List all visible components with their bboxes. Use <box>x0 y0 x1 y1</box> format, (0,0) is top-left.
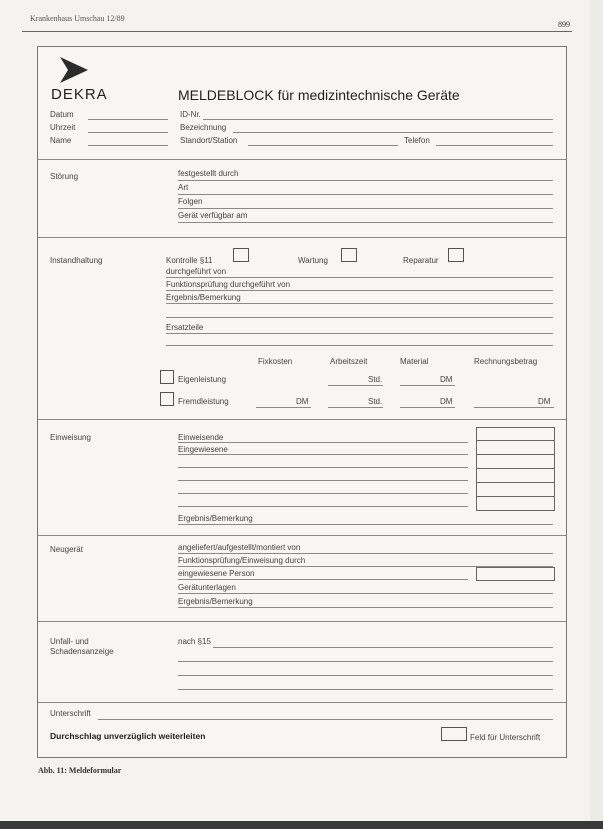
label-unterschrift: Unterschrift <box>50 709 91 718</box>
label-telefon: Telefon <box>404 136 430 145</box>
signature-box[interactable] <box>476 567 555 581</box>
field-ersatzteile[interactable] <box>166 333 553 334</box>
field-fremd-zeit[interactable] <box>328 407 383 408</box>
field-standort[interactable] <box>248 145 398 146</box>
report-form <box>37 46 567 758</box>
field-telefon[interactable] <box>436 145 553 146</box>
label-eigenleistung: Eigenleistung <box>178 375 227 384</box>
scan-edge <box>0 821 603 829</box>
field-unfall-line[interactable] <box>178 689 553 690</box>
unit-std: Std. <box>368 397 383 406</box>
field-bezeichnung[interactable] <box>233 132 553 133</box>
field-geraetunterlagen[interactable] <box>178 593 553 594</box>
label-fremdleistung: Fremdleistung <box>178 397 229 406</box>
unit-dm: DM <box>296 397 309 406</box>
einweisung-row: Eingewiesene <box>178 445 228 454</box>
label-id-nr: ID-Nr. <box>180 110 201 119</box>
field-einweisung-line[interactable] <box>178 493 468 494</box>
field-neugeraet-ergebnis[interactable] <box>178 607 553 608</box>
label-einweisung-ergebnis: Ergebnis/Bemerkung <box>178 514 253 523</box>
stoerung-row: Art <box>178 183 189 192</box>
label-ersatzteile: Ersatzteile <box>166 323 204 332</box>
field-unfall[interactable] <box>213 647 553 648</box>
field-einweisende[interactable] <box>178 442 468 443</box>
label-datum: Datum <box>50 110 74 119</box>
form-title: MELDEBLOCK für medizintechnische Geräte <box>178 87 460 103</box>
section-einweisung: Einweisung <box>50 433 91 442</box>
stoerung-row: Folgen <box>178 197 203 206</box>
label-feld-unterschrift: Feld für Unterschrift <box>470 733 541 742</box>
col-fixkosten: Fixkosten <box>258 357 293 366</box>
neugeraet-row: Gerätunterlagen <box>178 583 236 592</box>
field-datum[interactable] <box>88 119 168 120</box>
field-uhrzeit[interactable] <box>88 132 168 133</box>
section-divider <box>38 159 566 160</box>
field-fremd-fix[interactable] <box>256 407 311 408</box>
label-name: Name <box>50 136 72 145</box>
instandhaltung-row: durchgeführt von <box>166 267 227 276</box>
label-reparatur: Reparatur <box>403 256 439 265</box>
unit-dm: DM <box>538 397 551 406</box>
field-verfuegbar[interactable] <box>178 222 553 223</box>
durchschlag-note: Durchschlag unverzüglich weiterleiten <box>50 731 206 741</box>
section-divider <box>38 621 566 622</box>
stoerung-row: festgestellt durch <box>178 169 239 178</box>
signature-field-box[interactable] <box>441 727 467 741</box>
brand-name: DEKRA <box>51 86 108 103</box>
neugeraet-row: eingewiesene Person <box>178 569 255 578</box>
field-name[interactable] <box>88 145 168 146</box>
dekra-logo-icon <box>56 53 90 87</box>
field-angeliefert[interactable] <box>178 553 553 554</box>
field-einweisung-ergebnis[interactable] <box>178 524 553 525</box>
header-rule <box>22 31 572 32</box>
field-eigen-zeit[interactable] <box>328 385 383 386</box>
section-unfall-2: Schadensanzeige <box>50 647 114 656</box>
section-unfall: Unfall- und <box>50 637 89 646</box>
checkbox-fremdleistung[interactable] <box>160 392 174 406</box>
field-einweisung-line[interactable] <box>178 480 468 481</box>
label-uhrzeit: Uhrzeit <box>50 123 76 132</box>
section-divider <box>38 419 566 420</box>
unit-dm: DM <box>440 375 453 384</box>
checkbox-reparatur[interactable] <box>448 248 464 262</box>
section-divider <box>38 535 566 536</box>
instandhaltung-row: Funktionsprüfung durchgeführt von <box>166 280 291 289</box>
neugeraet-row: Ergebnis/Bemerkung <box>178 597 253 606</box>
label-standort: Standort/Station <box>180 136 238 145</box>
label-wartung: Wartung <box>298 256 328 265</box>
field-unfall-line[interactable] <box>178 675 553 676</box>
instandhaltung-row: Ergebnis/Bemerkung <box>166 293 241 302</box>
field-funktionspruefung[interactable] <box>166 290 553 291</box>
col-arbeitszeit: Arbeitszeit <box>330 357 368 366</box>
field-ergebnis-line2[interactable] <box>166 317 553 318</box>
neugeraet-row: Funktionsprüfung/Einweisung durch <box>178 556 306 565</box>
field-unterschrift[interactable] <box>98 719 553 720</box>
field-rechnungsbetrag[interactable] <box>474 407 554 408</box>
section-stoerung: Störung <box>50 172 79 181</box>
col-rechnungsbetrag: Rechnungsbetrag <box>474 357 538 366</box>
checkbox-kontrolle[interactable] <box>233 248 249 262</box>
section-neugeraet: Neugerät <box>50 545 83 554</box>
journal-header: Krankenhaus Umschau 12/89 <box>30 14 125 23</box>
field-einweisung-line[interactable] <box>178 467 468 468</box>
label-kontrolle: Kontrolle §11 <box>166 256 213 265</box>
field-ergebnis[interactable] <box>166 303 553 304</box>
field-einweisung-line[interactable] <box>178 506 468 507</box>
checkbox-eigenleistung[interactable] <box>160 370 174 384</box>
unit-std: Std. <box>368 375 383 384</box>
unit-dm: DM <box>440 397 453 406</box>
field-eingewiesene[interactable] <box>178 454 468 455</box>
section-instandhaltung: Instandhaltung <box>50 256 103 265</box>
page-number: 899 <box>558 20 570 29</box>
figure-caption: Abb. 11: Meldeformular <box>38 766 122 775</box>
field-ersatzteile-line2[interactable] <box>166 345 553 346</box>
stoerung-row: Gerät verfügbar am <box>178 211 248 220</box>
field-durchgefuehrt[interactable] <box>166 277 553 278</box>
signature-grid[interactable] <box>476 427 555 511</box>
section-divider <box>38 702 566 703</box>
label-nach-15: nach §15 <box>178 637 211 646</box>
field-festgestellt[interactable] <box>178 180 553 181</box>
field-eingewiesene-person[interactable] <box>178 579 468 580</box>
field-unfall-line[interactable] <box>178 661 553 662</box>
section-divider <box>38 237 566 238</box>
col-material: Material <box>400 357 429 366</box>
checkbox-wartung[interactable] <box>341 248 357 262</box>
field-id-nr[interactable] <box>203 119 553 120</box>
neugeraet-row: angeliefert/aufgestellt/montiert von <box>178 543 301 552</box>
label-bezeichnung: Bezeichnung <box>180 123 227 132</box>
field-eigen-material[interactable] <box>400 385 455 386</box>
field-art[interactable] <box>178 194 553 195</box>
field-folgen[interactable] <box>178 208 553 209</box>
einweisung-row: Einweisende <box>178 433 224 442</box>
field-fremd-material[interactable] <box>400 407 455 408</box>
